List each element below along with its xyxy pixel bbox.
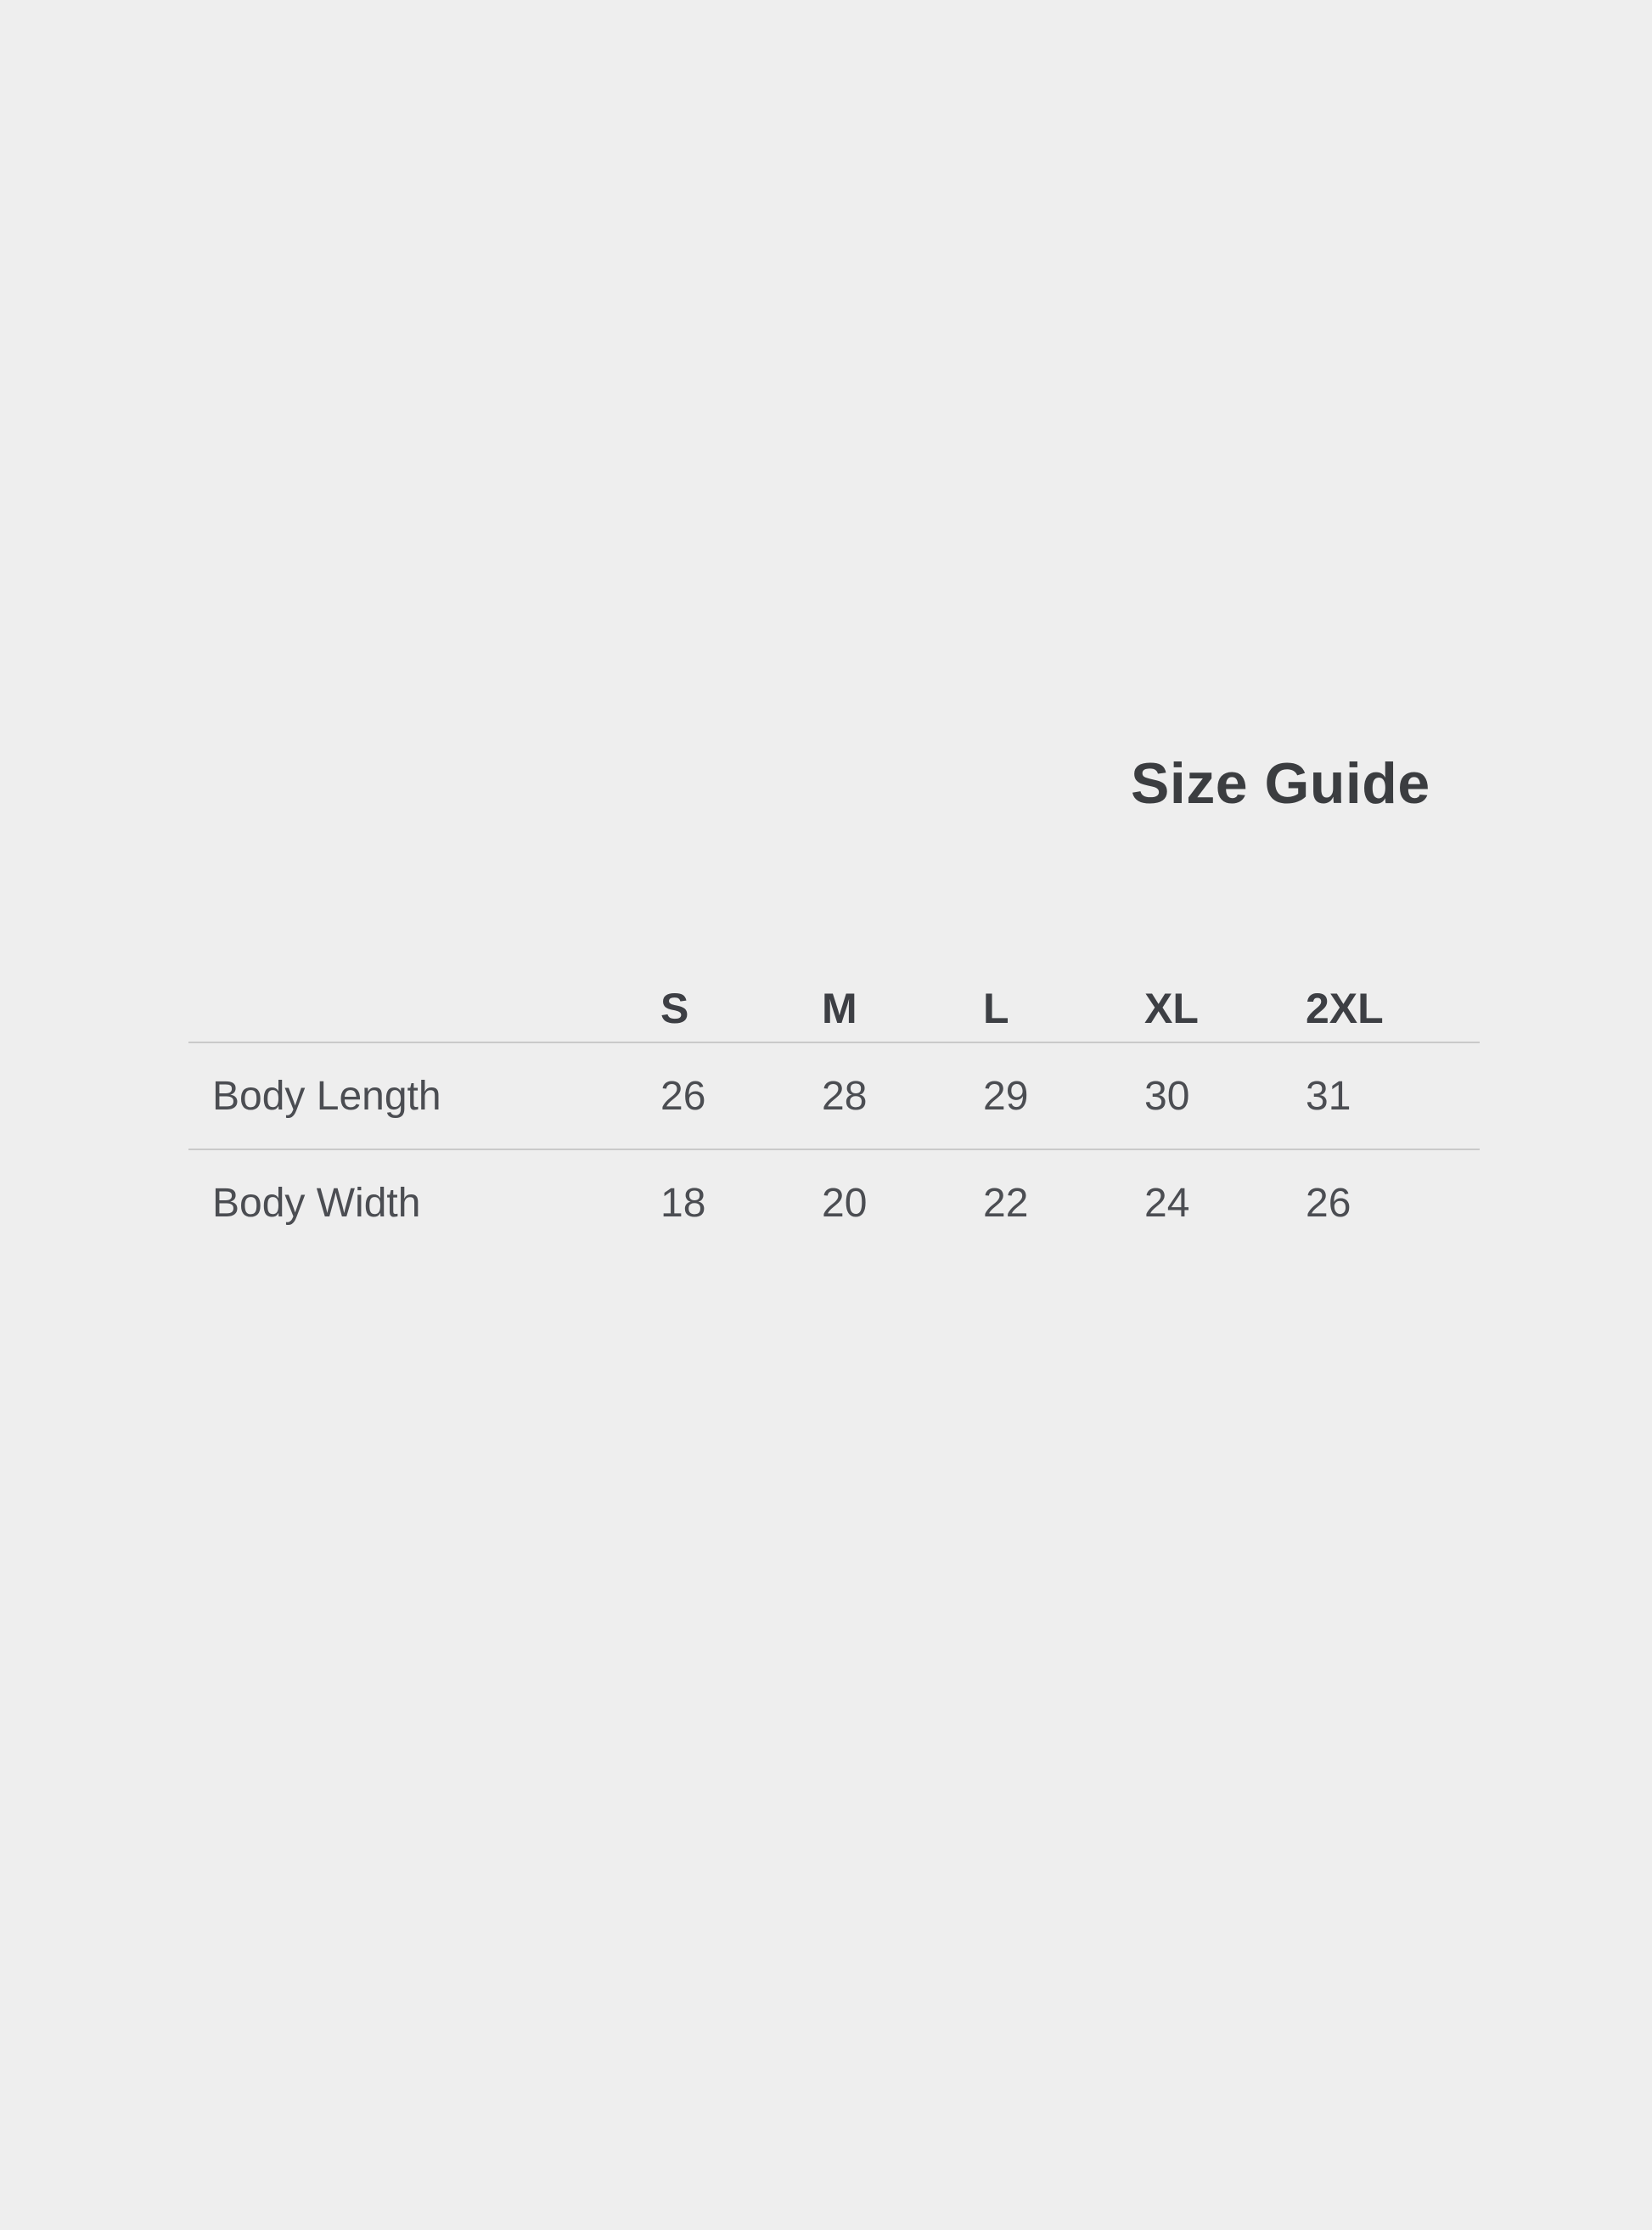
size-value: 22 (983, 1180, 1029, 1226)
column-header-2xl: 2XL (1306, 985, 1384, 1032)
size-value: 20 (822, 1180, 868, 1226)
column-header-s: S (660, 985, 689, 1032)
column-header-xl: XL (1144, 985, 1199, 1032)
table-row-body-length (188, 1043, 1480, 1150)
size-value: 31 (1306, 1073, 1351, 1119)
size-value: 26 (660, 1073, 706, 1119)
row-label: Body Length (212, 1073, 441, 1119)
column-header-l: L (983, 985, 1009, 1032)
size-value: 28 (822, 1073, 868, 1119)
size-value: 29 (983, 1073, 1029, 1119)
column-header-m: M (822, 985, 857, 1032)
size-guide-title: Size Guide (1131, 751, 1430, 816)
size-guide-table (188, 983, 1480, 1255)
size-value: 30 (1144, 1073, 1190, 1119)
size-value: 18 (660, 1180, 706, 1226)
row-label: Body Width (212, 1180, 421, 1226)
size-table-header-row (188, 983, 1480, 1043)
table-row-body-width (188, 1150, 1480, 1255)
size-value: 26 (1306, 1180, 1351, 1226)
size-value: 24 (1144, 1180, 1190, 1226)
